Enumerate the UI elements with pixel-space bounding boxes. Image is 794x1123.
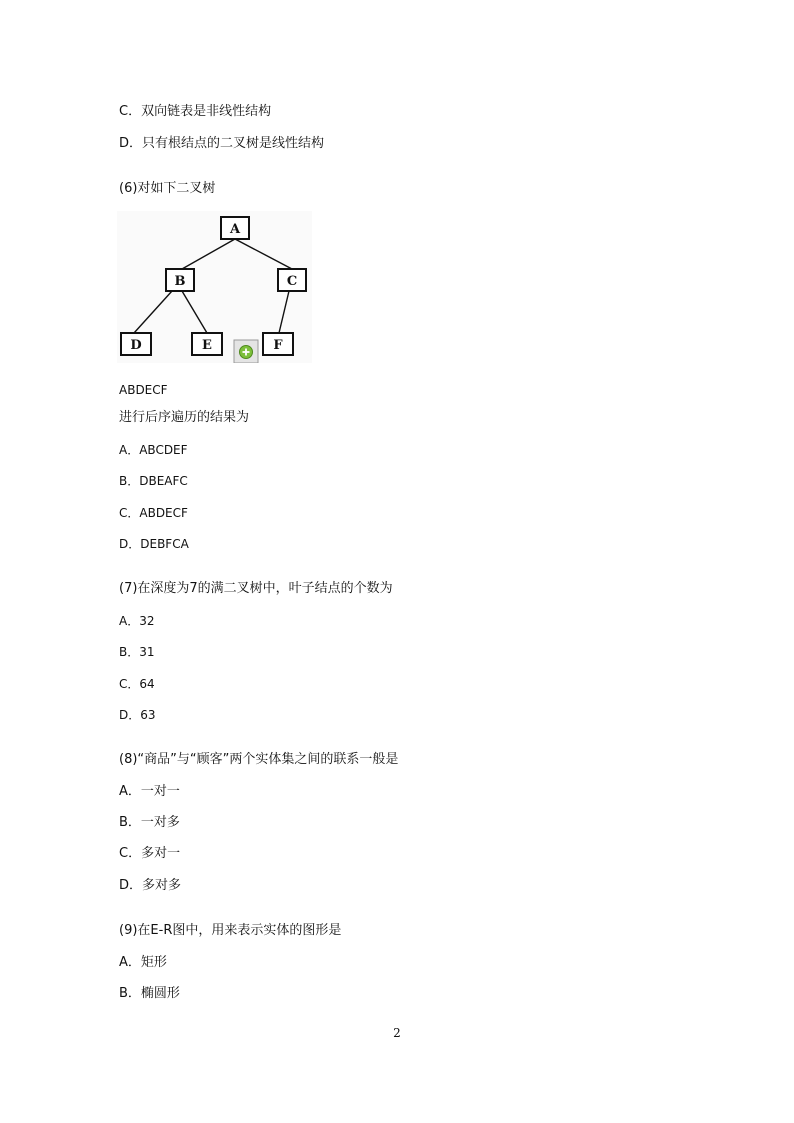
option-b: B．一对多 <box>119 815 180 830</box>
page-number: 2 <box>393 1026 401 1040</box>
question-6-text: 进行后序遍历的结果为 <box>119 410 250 425</box>
tree-node-a-label: A <box>229 222 241 237</box>
option-b: B．31 <box>119 645 155 659</box>
question-8: (8)“商品”与“顾客”两个实体集之间的联系一般是 <box>119 752 399 767</box>
option-d: D．多对多 <box>119 878 182 893</box>
tree-node-e-label: E <box>202 338 212 353</box>
option-d: D．DEBFCA <box>119 537 189 551</box>
tree-node-d-label: D <box>130 338 142 353</box>
add-icon <box>234 340 258 363</box>
option-c: C．ABDECF <box>119 506 188 520</box>
option-d: D．63 <box>119 708 156 722</box>
question-7: (7)在深度为7的满二叉树中，叶子结点的个数为 <box>119 581 393 596</box>
binary-tree-diagram <box>117 211 312 363</box>
option-b: B．DBEAFC <box>119 474 188 488</box>
option-a: A．ABCDEF <box>119 443 188 457</box>
option-c: C．64 <box>119 677 155 691</box>
option-a: A．32 <box>119 614 155 628</box>
option-a: A．一对一 <box>119 784 180 799</box>
tree-node-c-label: C <box>286 274 298 289</box>
tree-node-f-label: F <box>273 338 283 353</box>
question-9: (9)在E-R图中，用来表示实体的图形是 <box>119 923 342 938</box>
tree-node-b-label: B <box>174 274 186 289</box>
option-c: C．双向链表是非线性结构 <box>119 104 272 119</box>
question-6: (6)对如下二叉树 <box>119 181 216 196</box>
option-b: B．椭圆形 <box>119 986 180 1001</box>
preorder-sequence: ABDECF <box>119 383 168 397</box>
option-d: D．只有根结点的二叉树是线性结构 <box>119 136 325 151</box>
option-a: A．矩形 <box>119 955 167 970</box>
option-c: C．多对一 <box>119 846 181 861</box>
